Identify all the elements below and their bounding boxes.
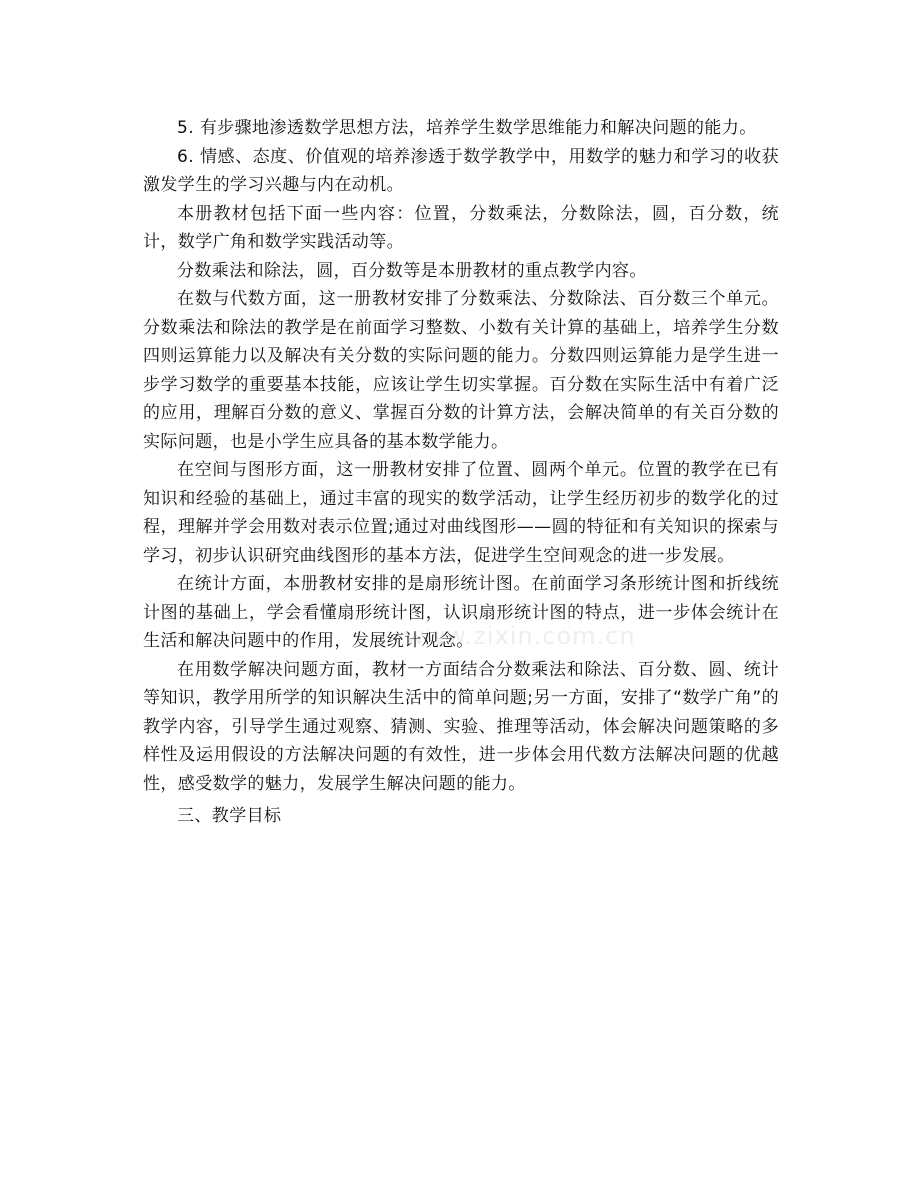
paragraph-space-geometry: 在空间与图形方面，这一册教材安排了位置、圆两个单元。位置的教学在已有知识和经验的基础上，通过丰富的现实的数学活动，让学生经历初步的数学化的过程，理解并学会用数对表示位置;通过对曲线图形——圆的特征和有关知识的探索与学习，初步认识研究曲线图形的基本方法，促进学生空间观念的进一步发展。 bbox=[143, 460, 779, 566]
watermark-text: www.zixin.com.cn bbox=[405, 622, 636, 650]
paragraph-problem-solving: 在用数学解决问题方面，教材一方面结合分数乘法和除法、百分数、圆、统计等知识，教学用所学的知识解决生活中的简单问题;另一方面，安排了“数学广角”的教学内容，引导学生通过观察、猜测、实验、推理等活动，体会解决问题策略的多样性及运用假设的方法解决问题的有效性，进一步体会用代数方法解决问题的优越性，感受数学的魅力，发展学生解决问题的能力。 bbox=[143, 659, 779, 794]
paragraph-textbook-contents: 本册教材包括下面一些内容：位置，分数乘法，分数除法，圆，百分数，统计，数学广角和数学实践活动等。 bbox=[143, 203, 779, 252]
paragraph-statistics: 在统计方面，本册教材安排的是扇形统计图。在前面学习条形统计图和折线统计图的基础上，学会看懂扇形统计图，认识扇形统计图的特点，进一步体会统计在生活和解决问题中的作用，发展统计观念。 bbox=[143, 574, 779, 651]
paragraph-objective-5: 5. 有步骤地渗透数学思想方法，培养学生数学思维能力和解决问题的能力。 bbox=[177, 118, 757, 138]
section-heading-teaching-goals: 三、教学目标 bbox=[177, 806, 282, 826]
paragraph-number-algebra: 在数与代数方面，这一册教材安排了分数乘法、分数除法、百分数三个单元。分数乘法和除法的教学是在前面学习整数、小数有关计算的基础上，培养学生分数四则运算能力以及解决有关分数的实际问题的能力。分数四则运算能力是学生进一步学习数学的重要基本技能，应该让学生切实掌握。百分数在实际生活中有着广泛的应用，理解百分数的意义、掌握百分数的计算方法，会解决简单的有关百分数的实际问题，也是小学生应具备的基本数学能力。 bbox=[143, 289, 779, 452]
document-body bbox=[143, 114, 779, 831]
paragraph-key-content: 分数乘法和除法，圆，百分数等是本册教材的重点教学内容。 bbox=[177, 260, 647, 281]
paragraph-objective-6: 6. 情感、态度、价值观的培养渗透于数学教学中，用数学的魅力和学习的收获激发学生的学习兴趣与内在动机。 bbox=[143, 146, 779, 195]
